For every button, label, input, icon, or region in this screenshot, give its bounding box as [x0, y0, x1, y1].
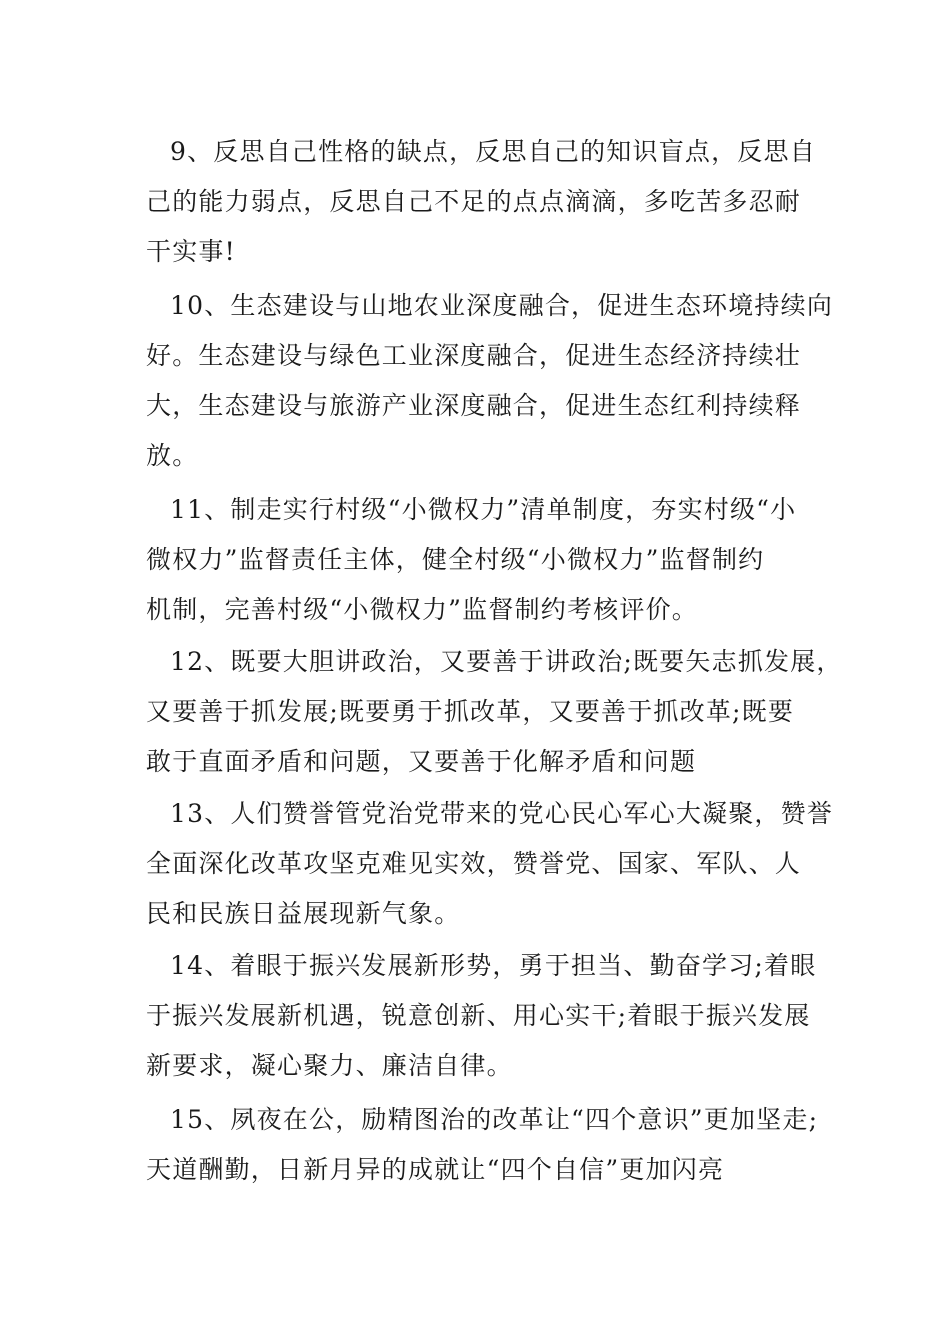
text-line: 放。: [146, 441, 199, 470]
text-line: 于振兴发展新机遇，锐意创新、用心实干;着眼于振兴发展: [146, 1001, 811, 1030]
text-line: 11、制走实行村级“小微权力”清单制度，夯实村级“小: [170, 495, 797, 524]
text-line: 敢于直面矛盾和问题，又要善于化解矛盾和问题: [146, 747, 697, 776]
text-line: 10、生态建设与山地农业深度融合，促进生态环境持续向: [170, 291, 834, 320]
text-line: 15、夙夜在公，励精图治的改革让“四个意识”更加坚走;: [170, 1105, 819, 1134]
text-line: 民和民族日益展现新气象。: [146, 899, 461, 928]
text-line: 大，生态建设与旅游产业深度融合，促进生态红利持续释: [146, 391, 802, 420]
text-line: 12、既要大胆讲政治，又要善于讲政治;既要矢志抓发展，: [170, 647, 843, 676]
text-line: 微权力”监督责任主体，健全村级“小微权力”监督制约: [146, 545, 765, 574]
text-line: 13、人们赞誉管党治党带来的党心民心军心大凝聚，赞誉: [170, 799, 834, 828]
text-line: 机制，完善村级“小微权力”监督制约考核评价。: [146, 595, 698, 624]
text-line: 己的能力弱点，反思自己不足的点点滴滴，多吃苦多忍耐: [146, 187, 802, 216]
text-line: 天道酬勤，日新月异的成就让“四个自信”更加闪亮: [146, 1155, 725, 1184]
text-line: 9、反思自己性格的缺点，反思自己的知识盲点，反思自: [170, 137, 816, 166]
text-line: 干实事!: [146, 237, 236, 266]
text-line: 全面深化改革攻坚克难见实效，赞誉党、国家、军队、人: [146, 849, 802, 878]
text-line: 14、着眼于振兴发展新形势，勇于担当、勤奋学习;着眼: [170, 951, 817, 980]
text-line: 新要求，凝心聚力、廉洁自律。: [146, 1051, 513, 1080]
text-line: 好。生态建设与绿色工业深度融合，促进生态经济持续壮: [146, 341, 802, 370]
text-line: 又要善于抓发展;既要勇于抓改革，又要善于抓改革;既要: [146, 697, 795, 726]
